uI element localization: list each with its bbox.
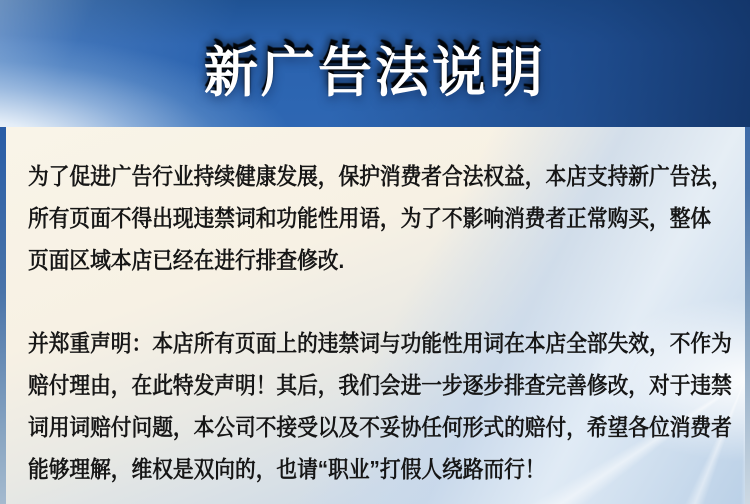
paragraph-line: 赔付理由，在此特发声明！其后，我们会进一步逐步排查完善修改，对于违禁	[28, 372, 732, 398]
paragraph-disclaimer	[28, 322, 737, 490]
paragraph-line: 词用词赔付问题，本公司不接受以及不妥协任何形式的赔付，希望各位消费者	[28, 414, 732, 440]
paragraph-line: 页面区域本店已经在进行排查修改.	[28, 247, 345, 273]
paragraph-line: 所有页面不得出现违禁词和功能性用语，为了不影响消费者正常购买，整体	[28, 205, 712, 231]
content-panel	[6, 127, 745, 504]
paragraph-policy-statement	[28, 155, 737, 281]
banner	[0, 0, 750, 127]
paragraph-line: 能够理解，维权是双向的，也请“职业”打假人绕路而行！	[28, 456, 546, 482]
page-title: 新广告法说明	[204, 43, 546, 103]
paragraph-line: 为了促进广告行业持续健康发展，保护消费者合法权益，本店支持新广告法，	[28, 163, 732, 189]
paragraph-line: 并郑重声明：本店所有页面上的违禁词与功能性用词在本店全部失效，不作为	[28, 330, 732, 356]
